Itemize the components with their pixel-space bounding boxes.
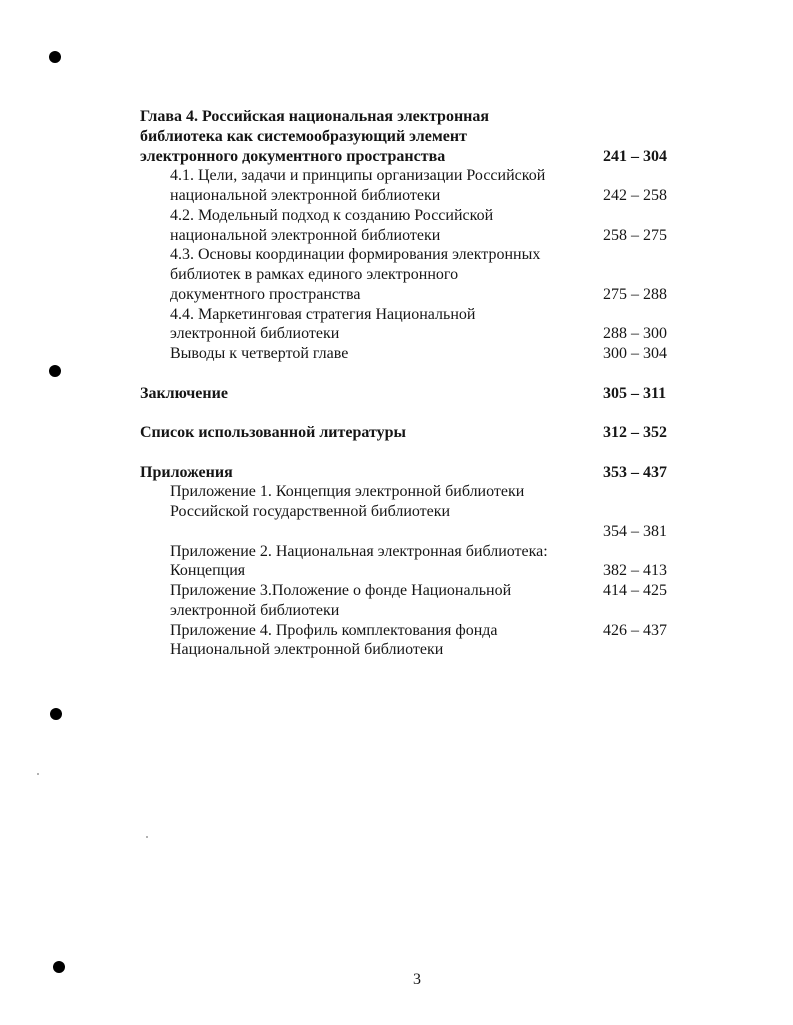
section-text: Выводы к четвертой главе xyxy=(170,345,349,362)
section-line xyxy=(140,226,685,246)
appendix-line xyxy=(140,561,685,581)
section-page-range: 258 – 275 xyxy=(603,226,667,244)
references-title: Список использованной литературы xyxy=(140,424,406,441)
appendix-text: Национальной электронной библиотеки xyxy=(170,641,444,659)
section-text: национальной электронной библиотеки xyxy=(170,226,441,244)
appendix-line xyxy=(140,601,685,621)
appendix-text: Приложение 3.Положение о фонде Национальной xyxy=(170,582,512,599)
appendix-line xyxy=(140,581,685,601)
punch-hole xyxy=(49,365,61,377)
section-text: 4.2. Модельный подход к созданию Российской xyxy=(170,206,494,224)
section-text: национальной электронной библиотеки xyxy=(170,187,441,204)
section-line xyxy=(140,285,685,305)
section-line xyxy=(140,206,685,226)
conclusion-line xyxy=(140,384,685,404)
section-text: 4.4. Маркетинговая стратегия Национальной xyxy=(170,305,476,323)
conclusion-title: Заключение xyxy=(140,384,228,402)
appendix-line xyxy=(140,542,685,562)
appendix-line xyxy=(140,621,685,641)
appendix-text: электронной библиотеки xyxy=(170,601,340,619)
chapter-title-text: Глава 4. Российская национальная электронная xyxy=(140,108,490,125)
conclusion-page-range: 305 – 311 xyxy=(603,384,667,402)
chapter-title-line xyxy=(140,127,685,147)
section-line xyxy=(140,344,685,364)
appendix-line xyxy=(140,482,685,502)
appendix-text: Приложение 2. Национальная электронная библиотека: xyxy=(170,542,548,560)
appendix-page-range: 354 – 381 xyxy=(603,522,667,540)
appendix-page-range: 426 – 437 xyxy=(603,621,667,639)
section-line xyxy=(140,305,685,325)
chapter-title-line xyxy=(140,147,685,167)
appendix-text: Приложение 1. Концепция электронной библиотеки xyxy=(170,483,525,501)
section-page-range: 275 – 288 xyxy=(603,285,667,303)
section-text: документного пространства xyxy=(170,285,361,303)
appendix-line xyxy=(140,502,685,522)
appendix-text: Приложение 4. Профиль комплектования фонда xyxy=(170,621,498,639)
section-text: библиотек в рамках единого электронного xyxy=(170,266,459,283)
section-page-range: 288 – 300 xyxy=(603,325,667,343)
spacer xyxy=(140,443,685,463)
chapter-title-text: электронного документного пространства xyxy=(140,147,446,165)
appendix-line xyxy=(140,522,685,542)
section-text: 4.3. Основы координации формирования электронных xyxy=(170,246,541,264)
appendix-page-range: 382 – 413 xyxy=(603,562,667,580)
section-line xyxy=(140,245,685,265)
chapter-page-range: 241 – 304 xyxy=(603,147,667,165)
appendices-line xyxy=(140,463,685,483)
section-text: 4.1. Цели, задачи и принципы организации Российской xyxy=(170,167,546,185)
scan-speck xyxy=(37,773,39,775)
punch-hole xyxy=(53,961,65,973)
chapter-title-line xyxy=(140,107,685,127)
section-page-range: 300 – 304 xyxy=(603,345,667,362)
spacer xyxy=(140,403,685,423)
appendix-page-range: 414 – 425 xyxy=(603,582,667,599)
punch-hole xyxy=(50,708,62,720)
section-line xyxy=(140,324,685,344)
table-of-contents xyxy=(140,107,685,660)
section-text: электронной библиотеки xyxy=(170,325,340,343)
appendix-text: Концепция xyxy=(170,562,246,580)
section-page-range: 242 – 258 xyxy=(603,187,667,204)
punch-hole xyxy=(49,51,61,63)
references-line xyxy=(140,423,685,443)
appendices-page-range: 353 – 437 xyxy=(603,463,667,481)
section-line xyxy=(140,166,685,186)
spacer xyxy=(140,364,685,384)
appendix-text: Российской государственной библиотеки xyxy=(170,503,451,520)
scan-speck xyxy=(146,836,148,838)
section-line xyxy=(140,186,685,206)
appendix-line xyxy=(140,640,685,660)
page-number: 3 xyxy=(413,971,421,988)
appendices-title: Приложения xyxy=(140,463,233,481)
section-line xyxy=(140,265,685,285)
references-page-range: 312 – 352 xyxy=(603,424,667,441)
chapter-title-text: библиотека как системообразующий элемент xyxy=(140,127,467,145)
